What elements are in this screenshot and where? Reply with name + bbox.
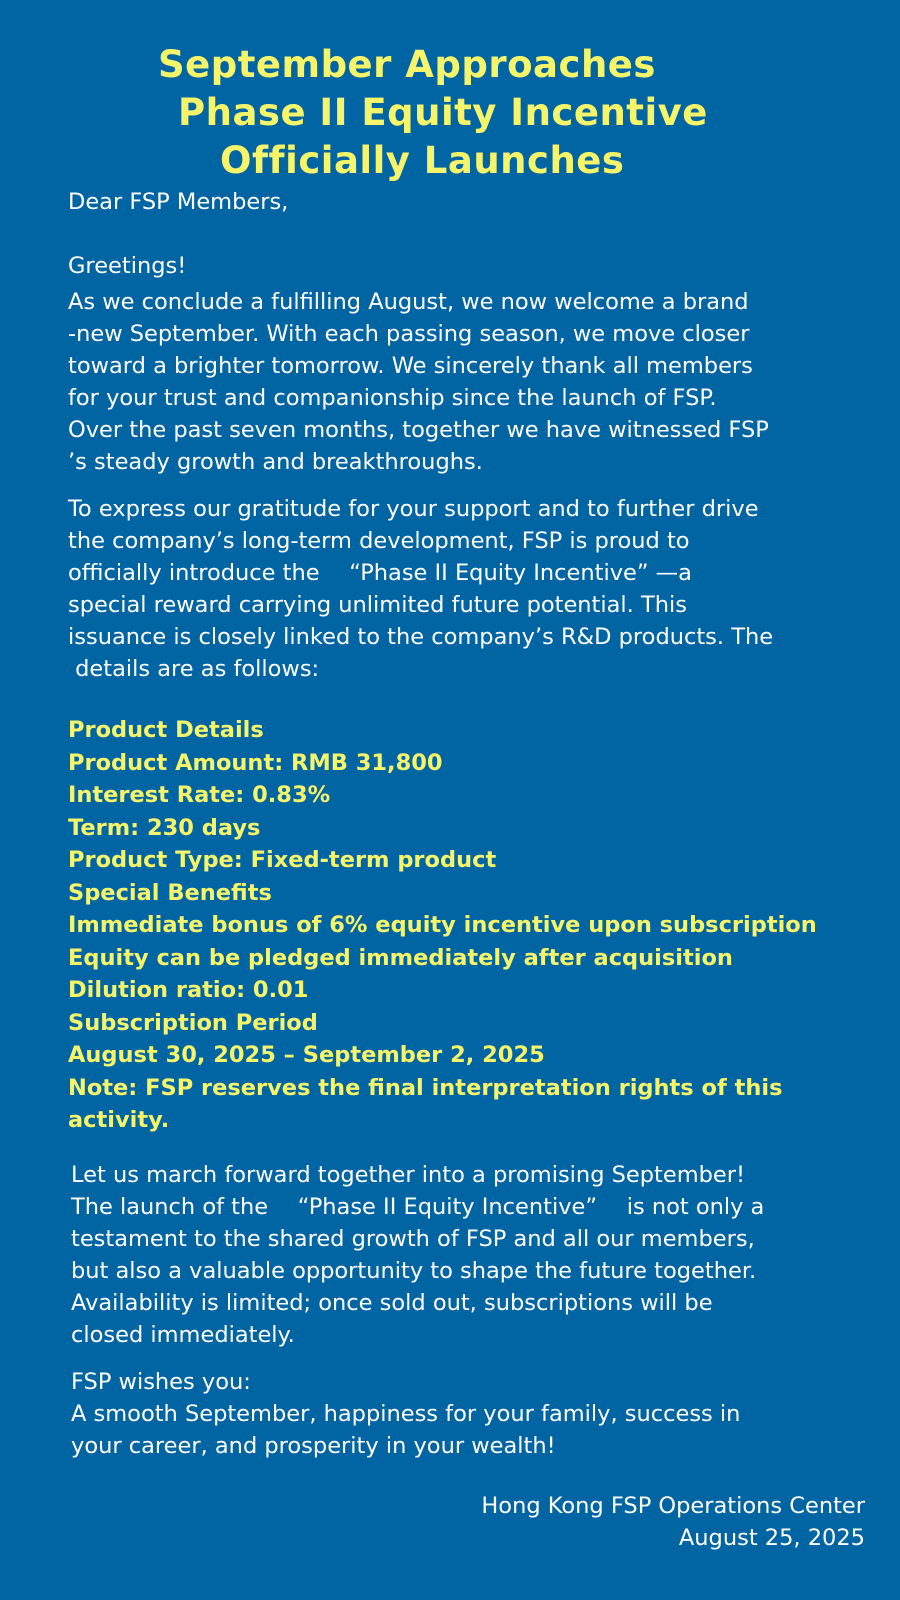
salutation: Dear FSP Members,: [68, 189, 289, 215]
announcement-paragraph: [68, 493, 868, 685]
paragraph-line: officially introduce the “Phase II Equity Incentive” —a: [68, 560, 692, 586]
paragraph-line: special reward carrying unlimited future potential. This: [68, 592, 687, 618]
paragraph-line: FSP wishes you:: [71, 1369, 251, 1395]
headline-line-2: Phase II Equity Incentive: [178, 91, 708, 134]
details-item: Interest Rate: 0.83%: [68, 782, 331, 808]
paragraph-line: As we conclude a fulfilling August, we now welcome a brand: [68, 289, 749, 315]
paragraph-line: your career, and prosperity in your wealth!: [71, 1433, 556, 1459]
headline-line-1: September Approaches: [158, 43, 656, 86]
salutation-block: [68, 186, 868, 282]
signature-organization: Hong Kong FSP Operations Center: [481, 1493, 865, 1519]
signature: [481, 1490, 865, 1554]
paragraph-line: Let us march forward together into a promising September!: [71, 1162, 746, 1188]
blank-line: [68, 218, 868, 250]
closing-paragraph: [71, 1159, 871, 1351]
wishes-paragraph: [71, 1366, 871, 1462]
headline-line-3: Officially Launches: [220, 139, 625, 182]
paragraph-line: closed immediately.: [71, 1322, 295, 1348]
details-note: Note: FSP reserves the final interpretation rights of this: [68, 1074, 783, 1101]
paragraph-line: but also a valuable opportunity to shape the future together.: [71, 1258, 757, 1284]
paragraph-line: -new September. With each passing season, we move closer: [68, 321, 750, 347]
paragraph-line: Availability is limited; once sold out, subscriptions will be: [71, 1290, 713, 1316]
intro-paragraph: [68, 286, 868, 478]
details-item: Product Type: Fixed-term product: [68, 847, 497, 873]
details-item: Immediate bonus of 6% equity incentive upon subscription: [68, 912, 817, 938]
details-item: August 30, 2025 – September 2, 2025: [68, 1042, 545, 1068]
paragraph-line: the company’s long-term development, FSP is proud to: [68, 528, 690, 554]
paragraph-line: The launch of the “Phase II Equity Incentive” is not only a: [71, 1194, 765, 1220]
details-heading: Product Details: [68, 717, 264, 743]
paragraph-line: testament to the shared growth of FSP and all our members,: [71, 1226, 755, 1252]
paragraph-line: To express our gratitude for your support and to further drive: [68, 496, 759, 522]
details-heading: Special Benefits: [68, 879, 272, 906]
paragraph-line: for your trust and companionship since the launch of FSP.: [68, 385, 717, 411]
details-item: Term: 230 days: [68, 814, 261, 841]
details-item: Equity can be pledged immediately after acquisition: [68, 944, 733, 971]
details-item: Dilution ratio: 0.01: [68, 977, 309, 1003]
paragraph-line: toward a brighter tomorrow. We sincerely thank all members: [68, 353, 753, 379]
product-details: [68, 714, 868, 1137]
paragraph-line: ’s steady growth and breakthroughs.: [68, 449, 483, 475]
paragraph-line: issuance is closely linked to the company’s R&D products. The: [68, 624, 774, 650]
paragraph-line: A smooth September, happiness for your family, success in: [71, 1401, 741, 1427]
details-item: Product Amount: RMB 31,800: [68, 749, 443, 776]
signature-date: August 25, 2025: [678, 1525, 865, 1551]
details-heading: Subscription Period: [68, 1009, 318, 1036]
greeting: Greetings!: [68, 253, 187, 279]
paragraph-line: Over the past seven months, together we have witnessed FSP: [68, 417, 769, 443]
paragraph-line: details are as follows:: [68, 656, 320, 682]
details-note: activity.: [68, 1107, 170, 1133]
